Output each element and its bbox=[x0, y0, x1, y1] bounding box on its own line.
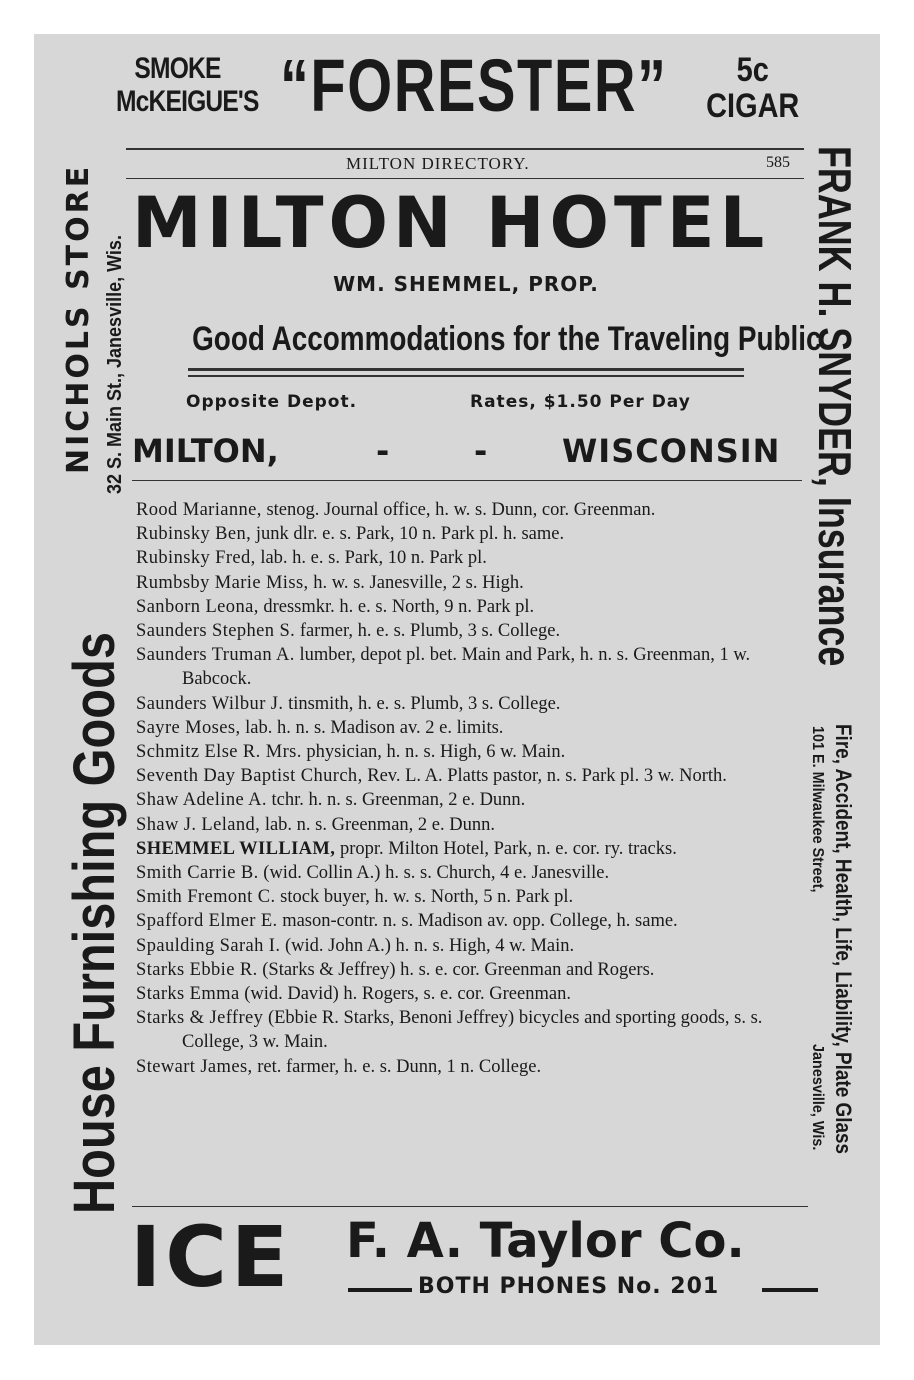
directory-entry bbox=[136, 909, 806, 933]
entry-detail: Rev. L. A. Platts pastor, n. s. Park pl. 3 w. North. bbox=[362, 766, 727, 787]
entry-detail: dressmkr. h. e. s. North, 9 n. Park pl. bbox=[258, 596, 535, 617]
header-top-rule bbox=[126, 148, 804, 150]
entry-name: SHEMMEL WILLIAM, bbox=[136, 838, 336, 859]
entry-detail: junk dlr. e. s. Park, 10 n. Park pl. h. same. bbox=[251, 524, 565, 545]
entry-detail: (Ebbie R. Starks, Benoni Jeffrey) bicycles and sporting goods, s. s. College, 3 w. Main. bbox=[182, 1008, 763, 1053]
entry-detail: propr. Milton Hotel, Park, n. e. cor. ry. tracks. bbox=[335, 838, 677, 859]
cigar-price-label bbox=[706, 52, 800, 124]
nichols-store: NICHOLS STORE bbox=[61, 163, 96, 474]
directory-page bbox=[34, 34, 880, 1345]
directory-entry bbox=[136, 958, 806, 982]
directory-entry bbox=[136, 982, 806, 1006]
directory-entry bbox=[136, 788, 806, 812]
entry-detail: (Starks & Jeffrey) h. s. e. cor. Greenman and Rogers. bbox=[257, 959, 655, 980]
entry-name: Starks & Jeffrey bbox=[136, 1008, 264, 1029]
snyder-city: Janesville, Wis. bbox=[809, 1044, 826, 1151]
ice-company: F. A. Taylor Co. bbox=[346, 1213, 745, 1269]
directory-entries bbox=[136, 498, 806, 1079]
entry-detail: h. w. s. Janesville, 2 s. High. bbox=[308, 572, 524, 593]
entry-detail: lab. h. e. s. Park, 10 n. Park pl. bbox=[255, 548, 487, 569]
directory-entry bbox=[136, 1006, 806, 1054]
city-dash-2: - bbox=[474, 432, 488, 470]
smoke-label bbox=[116, 52, 259, 118]
entry-name: Spafford Elmer E. bbox=[136, 911, 278, 932]
directory-entry bbox=[136, 522, 806, 546]
entry-name: Sayre Moses, bbox=[136, 717, 241, 738]
entry-name: Smith Carrie B. bbox=[136, 863, 259, 884]
header-bottom-rule bbox=[126, 178, 804, 179]
directory-entry bbox=[136, 643, 806, 691]
phones-rule-right bbox=[762, 1288, 818, 1292]
directory-entry bbox=[136, 934, 806, 958]
entry-detail: tinsmith, h. e. s. Plumb, 3 s. College. bbox=[283, 693, 561, 714]
hotel-city: MILTON, bbox=[132, 432, 279, 470]
entry-name: Sanborn Leona, bbox=[136, 596, 259, 617]
hotel-state: WISCONSIN bbox=[562, 432, 781, 470]
directory-entry bbox=[136, 546, 806, 570]
nichols-address: 32 S. Main St., Janesville, Wis. bbox=[104, 235, 126, 494]
entry-detail: mason-contr. n. s. Madison av. opp. College, h. same. bbox=[277, 911, 678, 932]
entry-name: Schmitz Else R. Mrs. bbox=[136, 742, 302, 763]
directory-title: MILTON DIRECTORY. bbox=[346, 154, 530, 173]
snyder-street: 101 E. Milwaukee Street, bbox=[809, 726, 826, 893]
city-dash-1: - bbox=[376, 432, 390, 470]
entry-detail: lumber, depot pl. bet. Main and Park, h. n. s. Greenman, 1 w. Babcock. bbox=[182, 645, 751, 690]
entry-detail: ret. farmer, h. e. s. Dunn, 1 n. College. bbox=[252, 1056, 542, 1077]
snyder-insurance: FRANK H. SNYDER, Insurance bbox=[809, 146, 861, 667]
entry-name: Rubinsky Fred, bbox=[136, 548, 256, 569]
entry-detail: (wid. John A.) h. n. s. High, 4 w. Main. bbox=[280, 935, 575, 956]
directory-entry bbox=[136, 498, 806, 522]
cigar-price: 5c bbox=[736, 51, 769, 89]
entry-detail: lab. h. n. s. Madison av. 2 e. limits. bbox=[240, 717, 504, 738]
house-furnishing-goods: House Furnishing Goods bbox=[62, 632, 127, 1214]
entry-detail: farmer, h. e. s. Plumb, 3 s. College. bbox=[295, 621, 561, 642]
entries-bottom-rule bbox=[132, 1206, 808, 1207]
entry-detail: stock buyer, h. w. s. North, 5 n. Park pl. bbox=[275, 887, 574, 908]
forester-brand: “FORESTER” bbox=[280, 44, 668, 127]
directory-entry bbox=[136, 837, 806, 861]
entry-name: Starks Ebbie R. bbox=[136, 959, 258, 980]
entry-name: Stewart James, bbox=[136, 1056, 253, 1077]
entry-name: Rubinsky Ben, bbox=[136, 524, 252, 545]
smoke-line1: SMOKE bbox=[134, 52, 221, 85]
entry-name: Seventh Day Baptist Church, bbox=[136, 766, 363, 787]
directory-entry bbox=[136, 692, 806, 716]
smoke-line2: McKEIGUE'S bbox=[116, 85, 259, 118]
phones-rule-left bbox=[348, 1288, 412, 1292]
entry-name: Shaw J. Leland, bbox=[136, 814, 261, 835]
directory-entry bbox=[136, 813, 806, 837]
entry-name: Saunders Truman A. bbox=[136, 645, 295, 666]
directory-entry bbox=[136, 861, 806, 885]
directory-entry bbox=[136, 595, 806, 619]
cigar-word: CIGAR bbox=[706, 87, 800, 125]
entry-detail: stenog. Journal office, h. w. s. Dunn, cor. Greenman. bbox=[261, 500, 656, 520]
entry-name: Saunders Wilbur J. bbox=[136, 693, 284, 714]
hotel-name: MILTON HOTEL bbox=[132, 182, 770, 264]
entry-name: Shaw Adeline A. bbox=[136, 790, 267, 811]
directory-entry bbox=[136, 885, 806, 909]
entry-detail: physician, h. n. s. High, 6 w. Main. bbox=[301, 742, 566, 763]
directory-entry bbox=[136, 764, 806, 788]
directory-entry bbox=[136, 1055, 806, 1079]
entry-detail: (wid. David) h. Rogers, s. e. cor. Greenman. bbox=[239, 984, 571, 1005]
tagline-rule-2 bbox=[188, 375, 744, 377]
entry-name: Smith Fremont C. bbox=[136, 887, 276, 908]
entry-detail: lab. n. s. Greenman, 2 e. Dunn. bbox=[260, 814, 495, 835]
entry-name: Spaulding Sarah I. bbox=[136, 935, 281, 956]
directory-entry bbox=[136, 740, 806, 764]
insurance-lines: Fire, Accident, Health, Life, Liability, Plate Glass bbox=[831, 724, 856, 1155]
entry-name: Saunders Stephen S. bbox=[136, 621, 296, 642]
ad-bottom-rule bbox=[132, 480, 802, 481]
directory-entry bbox=[136, 619, 806, 643]
directory-entry bbox=[136, 716, 806, 740]
hotel-proprietor: WM. SHEMMEL, PROP. bbox=[333, 272, 599, 296]
entry-name: Rood Marianne, bbox=[136, 500, 262, 520]
hotel-location-note: Opposite Depot. bbox=[186, 392, 358, 412]
directory-entry bbox=[136, 571, 806, 595]
ice-label: ICE bbox=[130, 1208, 293, 1306]
tagline-rule-1 bbox=[188, 368, 744, 371]
entry-detail: (wid. Collin A.) h. s. s. Church, 4 e. Janesville. bbox=[258, 863, 610, 884]
hotel-tagline: Good Accommodations for the Traveling Public bbox=[192, 320, 822, 358]
phone-numbers: BOTH PHONES No. 201 bbox=[418, 1274, 720, 1299]
page-number: 585 bbox=[766, 154, 790, 171]
entry-name: Starks Emma bbox=[136, 984, 240, 1005]
entry-detail: tchr. h. n. s. Greenman, 2 e. Dunn. bbox=[266, 790, 526, 811]
entry-name: Rumbsby Marie Miss, bbox=[136, 572, 309, 593]
hotel-rates: Rates, $1.50 Per Day bbox=[470, 392, 691, 412]
